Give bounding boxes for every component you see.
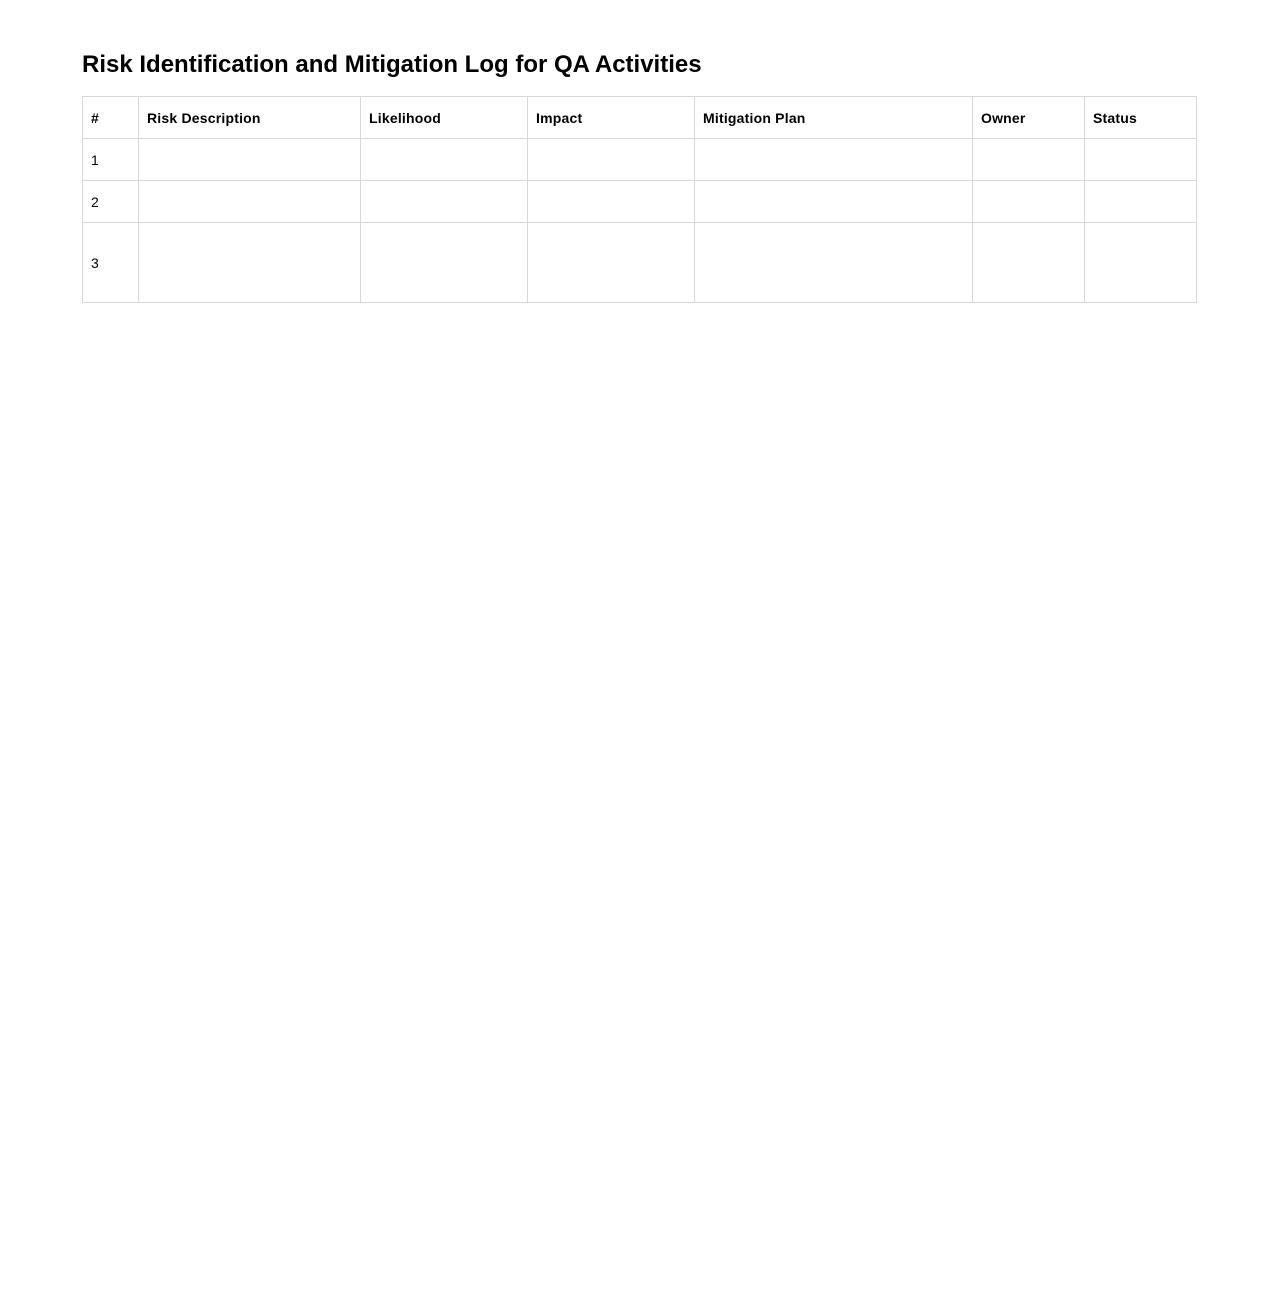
table-header bbox=[83, 97, 1197, 139]
impact-cell[interactable] bbox=[528, 223, 695, 303]
owner-cell[interactable] bbox=[973, 223, 1085, 303]
owner-cell[interactable] bbox=[973, 139, 1085, 181]
likelihood-cell[interactable] bbox=[361, 181, 528, 223]
status-cell[interactable] bbox=[1085, 223, 1197, 303]
risk-description-cell[interactable] bbox=[139, 223, 361, 303]
likelihood-cell[interactable] bbox=[361, 223, 528, 303]
column-header-risk-description: Risk Description bbox=[139, 97, 361, 139]
status-cell[interactable] bbox=[1085, 181, 1197, 223]
row-number-cell: 1 bbox=[83, 139, 139, 181]
mitigation-plan-cell[interactable] bbox=[695, 181, 973, 223]
mitigation-plan-cell[interactable] bbox=[695, 223, 973, 303]
column-header-owner: Owner bbox=[973, 97, 1085, 139]
row-number-cell: 3 bbox=[83, 223, 139, 303]
table-row bbox=[83, 139, 1197, 181]
table-row bbox=[83, 181, 1197, 223]
column-header-status: Status bbox=[1085, 97, 1197, 139]
table-row bbox=[83, 223, 1197, 303]
risk-description-cell[interactable] bbox=[139, 181, 361, 223]
impact-cell[interactable] bbox=[528, 139, 695, 181]
mitigation-plan-cell[interactable] bbox=[695, 139, 973, 181]
owner-cell[interactable] bbox=[973, 181, 1085, 223]
column-header-impact: Impact bbox=[528, 97, 695, 139]
risk-description-cell[interactable] bbox=[139, 139, 361, 181]
status-cell[interactable] bbox=[1085, 139, 1197, 181]
table-body bbox=[83, 139, 1197, 303]
column-header-number: # bbox=[83, 97, 139, 139]
header-row bbox=[83, 97, 1197, 139]
risk-log-table bbox=[82, 96, 1197, 303]
row-number-cell: 2 bbox=[83, 181, 139, 223]
likelihood-cell[interactable] bbox=[361, 139, 528, 181]
column-header-likelihood: Likelihood bbox=[361, 97, 528, 139]
impact-cell[interactable] bbox=[528, 181, 695, 223]
page-title: Risk Identification and Mitigation Log for QA Activities bbox=[82, 51, 702, 78]
column-header-mitigation-plan: Mitigation Plan bbox=[695, 97, 973, 139]
